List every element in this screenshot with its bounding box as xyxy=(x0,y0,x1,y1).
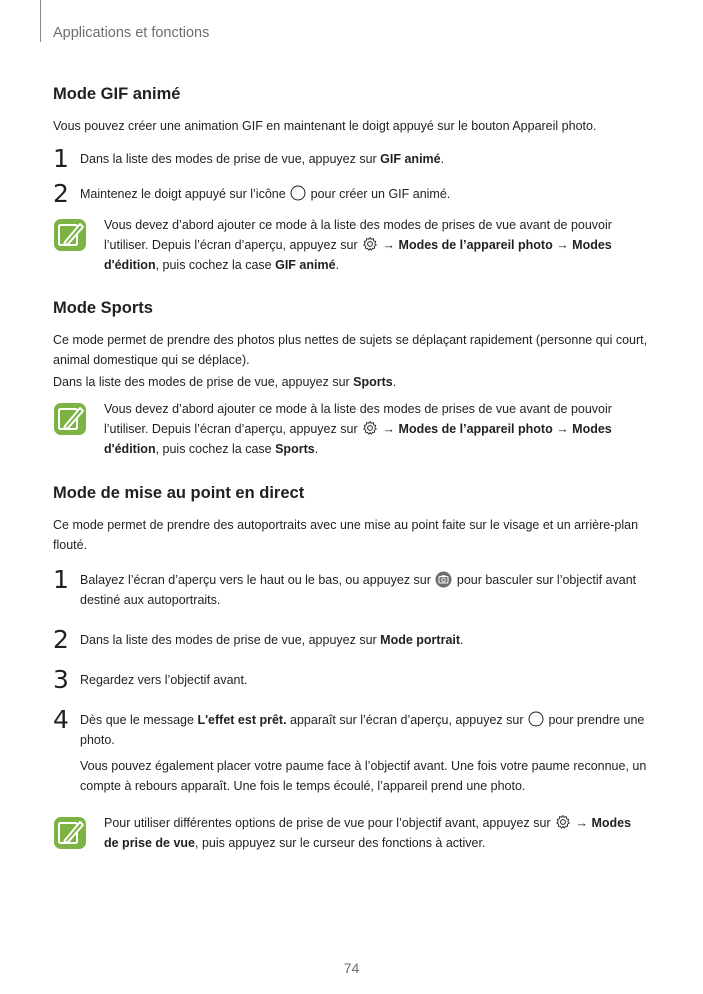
section-gif-mode xyxy=(53,83,649,275)
live-focus-step-1: 1 Balayez l’écran d’aperçu vers le haut ou le bas, ou appuyez sur pour basculer sur l’objectif avant destiné aux autoportraits. xyxy=(53,565,637,607)
header-side-rule xyxy=(40,0,41,42)
shutter-button-icon xyxy=(528,711,544,727)
step-number: 1 xyxy=(53,144,69,173)
live-focus-intro: Ce mode permet de prendre des autoportraits avec une mise au point faite sur le visage et un arrière-plan flouté. xyxy=(53,518,639,552)
switch-camera-icon xyxy=(435,571,452,588)
section-title-sports: Mode Sports xyxy=(53,299,153,317)
settings-gear-icon xyxy=(362,236,378,252)
section-sports-mode xyxy=(53,297,649,459)
live-focus-step-4: 4 Dès que le message L'effet est prêt. apparaît sur l’écran d’aperçu, appuyez sur pour prendre une photo. Vous pouvez également placer votre paume face à l’objectif avant. Une fois votre paume reconnue, un compte à rebours apparaît. Une fois le temps écoulé, l’appareil prend une photo. xyxy=(53,710,649,796)
shutter-button-icon xyxy=(290,185,306,201)
note-pencil-icon xyxy=(53,218,87,252)
gif-step-2: 2 Maintenez le doigt appuyé sur l’icône pour créer un GIF animé. xyxy=(53,179,451,208)
live-focus-step-2: 2 Dans la liste des modes de prise de vue, appuyez sur Mode portrait. xyxy=(53,625,464,654)
settings-gear-icon xyxy=(555,814,571,830)
sports-instruction: Dans la liste des modes de prise de vue, appuyez sur Sports. xyxy=(53,375,397,389)
section-title-live-focus: Mode de mise au point en direct xyxy=(53,484,305,502)
live-focus-step-4-extra: Vous pouvez également placer votre paume face à l’objectif avant. Une fois votre paume reconnue, un compte à rebours apparaît. Une fois le temps écoulé, l’appareil prend une photo. xyxy=(80,759,647,793)
gif-step-1: 1 Dans la liste des modes de prise de vue, appuyez sur GIF animé. xyxy=(53,144,445,173)
step-number: 4 xyxy=(53,705,69,734)
running-header: Applications et fonctions xyxy=(53,25,210,41)
sports-intro: Ce mode permet de prendre des photos plus nettes de sujets se déplaçant rapidement (personne qui court, animal domestique qui se déplace). xyxy=(53,333,648,367)
note-pencil-icon xyxy=(53,402,87,436)
page-number: 74 xyxy=(343,960,360,976)
step-number: 2 xyxy=(53,179,69,208)
note-pencil-icon xyxy=(53,816,87,850)
live-focus-note: Pour utiliser différentes options de prise de vue pour l’objectif avant, appuyez sur → Modes de prise de vue, puis appuyez sur le curseur des fonctions à activer. xyxy=(53,813,649,853)
step-number: 1 xyxy=(53,565,69,594)
live-focus-step-3: 3 Regardez vers l’objectif avant. xyxy=(53,665,248,694)
settings-gear-icon xyxy=(362,420,378,436)
gif-intro: Vous pouvez créer une animation GIF en maintenant le doigt appuyé sur le bouton Appareil photo. xyxy=(53,119,597,133)
section-live-focus-mode xyxy=(53,482,649,853)
gif-note: Vous devez d’abord ajouter ce mode à la liste des modes de prises de vue avant de pouvoir l’utiliser. Depuis l’écran d’aperçu, appuyez sur → Modes de l’appareil photo → Modes d'édition, puis cochez la case GIF animé. xyxy=(53,215,649,275)
section-title-gif: Mode GIF animé xyxy=(53,85,181,103)
step-number: 2 xyxy=(53,625,69,654)
sports-note: Vous devez d’abord ajouter ce mode à la liste des modes de prises de vue avant de pouvoir l’utiliser. Depuis l’écran d’aperçu, appuyez sur → Modes de l’appareil photo → Modes d'édition, puis cochez la case Sports. xyxy=(53,399,649,459)
page-content xyxy=(53,83,649,853)
step-number: 3 xyxy=(53,665,69,694)
